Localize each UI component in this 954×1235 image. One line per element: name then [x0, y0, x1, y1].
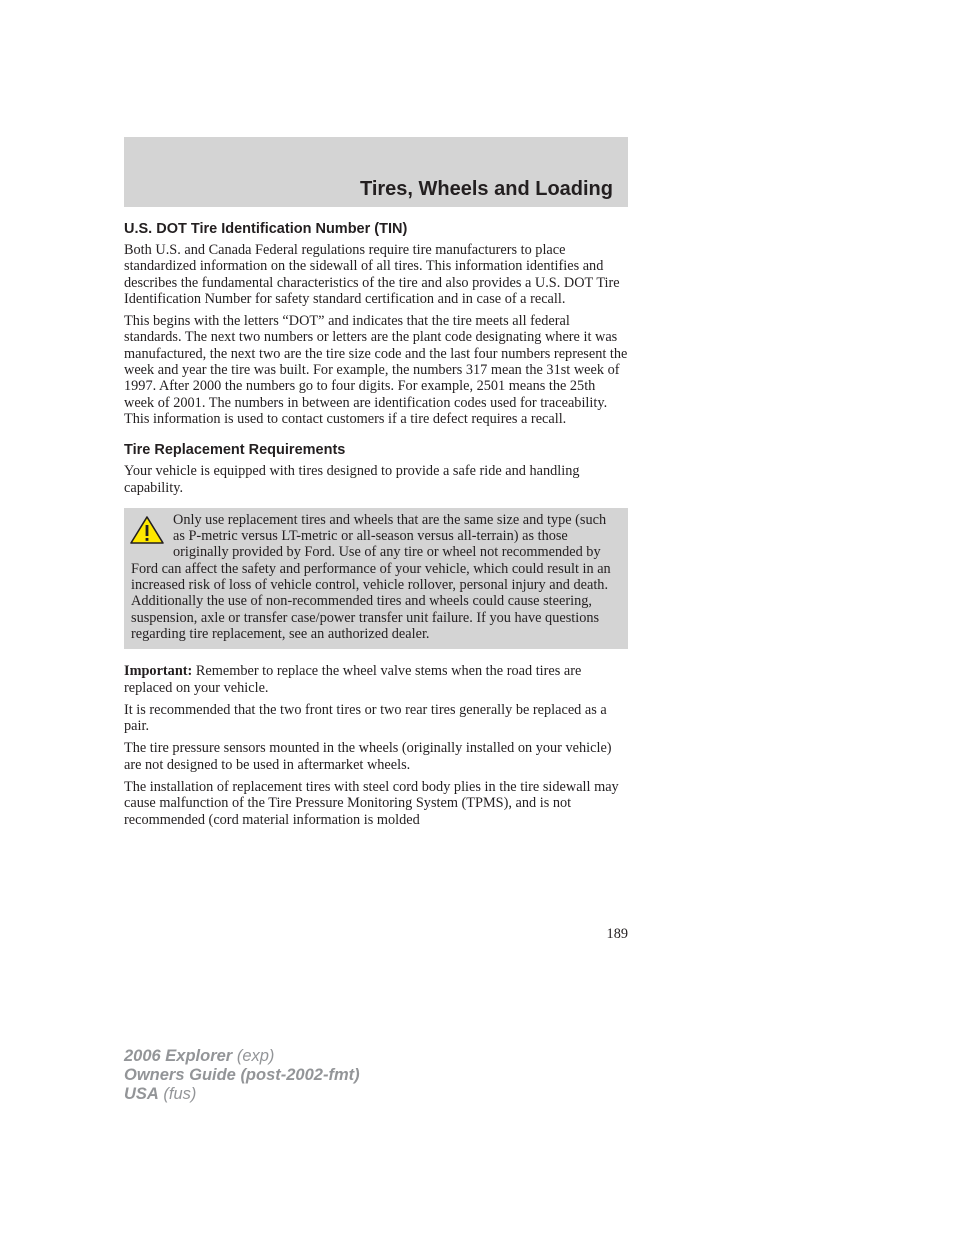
paragraph-important [124, 663, 628, 696]
paragraph-tpms-sensors: The tire pressure sensors mounted in the wheels (originally installed on your vehicle) are not designed to be used in aftermarket wheels. [124, 740, 612, 773]
page-content [124, 220, 628, 834]
important-label: Important: [124, 663, 193, 680]
important-text: Remember to replace the wheel valve stems when the road tires are replaced on your vehicle. [124, 663, 582, 696]
heading-tin: U.S. DOT Tire Identification Number (TIN) [124, 221, 408, 237]
footer-line-region [124, 1085, 360, 1104]
section-header-band [124, 137, 628, 207]
paragraph-replace-pair: It is recommended that the two front tires or two rear tires generally be replaced as a pair. [124, 701, 607, 735]
document-footer [124, 1047, 360, 1104]
footer-line-model [124, 1047, 360, 1066]
footer-model-code: (exp) [232, 1047, 275, 1065]
footer-model: 2006 Explorer [124, 1047, 233, 1065]
footer-line-guide [124, 1066, 360, 1085]
warning-box [124, 508, 628, 649]
paragraph-steel-cord: The installation of replacement tires with steel cord body plies in the tire sidewall may cause malfunction of the Tire Pressure Monitoring System (TPMS), and is not recommended (cord material information is molded [124, 779, 619, 828]
paragraph-replacement-intro: Your vehicle is equipped with tires designed to provide a safe ride and handling capability. [124, 463, 580, 496]
warning-text: Only use replacement tires and wheels that are the same size and type (such as P-metric versus LT-metric or all-season versus all-terrain) as those originally provided by Ford. Use of any tire or wheel not recommended by Ford can affect the safety and performance of your vehicle, which could result in an increased risk of loss of vehicle control, vehicle rollover, personal injury and death. Additionally the use of non-recommended tires and wheels could cause steering, suspension, axle or transfer case/power transfer unit failure. If you have questions regarding tire replacement, see an authorized dealer. [131, 511, 611, 642]
heading-tire-replacement: Tire Replacement Requirements [124, 442, 346, 459]
footer-region: USA [124, 1085, 159, 1103]
paragraph-tin-explanation: This begins with the letters “DOT” and indicates that the tire meets all federal standards. The next two numbers or letters are the plant code designating where it was manufactured, the next two are the tire size code and the last four numbers represent the week and year the tire was built. For example, the numbers 317 mean the 31st week of 1997. After 2000 the numbers go to four digits. For example, 2501 means the 25th week of 2001. The numbers in between are identification codes used for traceability. This information is used to contact customers if a tire defect requires a recall. [124, 313, 628, 427]
footer-guide: Owners Guide (post-2002-fmt) [124, 1066, 360, 1084]
section-title: Tires, Wheels and Loading [359, 178, 613, 200]
footer-region-code: (fus) [158, 1085, 197, 1103]
warning-triangle-icon [129, 515, 165, 545]
page-number: 189 [606, 926, 628, 942]
paragraph-tin-intro: Both U.S. and Canada Federal regulations require tire manufacturers to place standardized information on the sidewall of all tires. This information identifies and describes the fundamental characteristics of the tire and also provides a U.S. DOT Tire Identification Number for safety standard certification and in case of a recall. [124, 242, 620, 307]
